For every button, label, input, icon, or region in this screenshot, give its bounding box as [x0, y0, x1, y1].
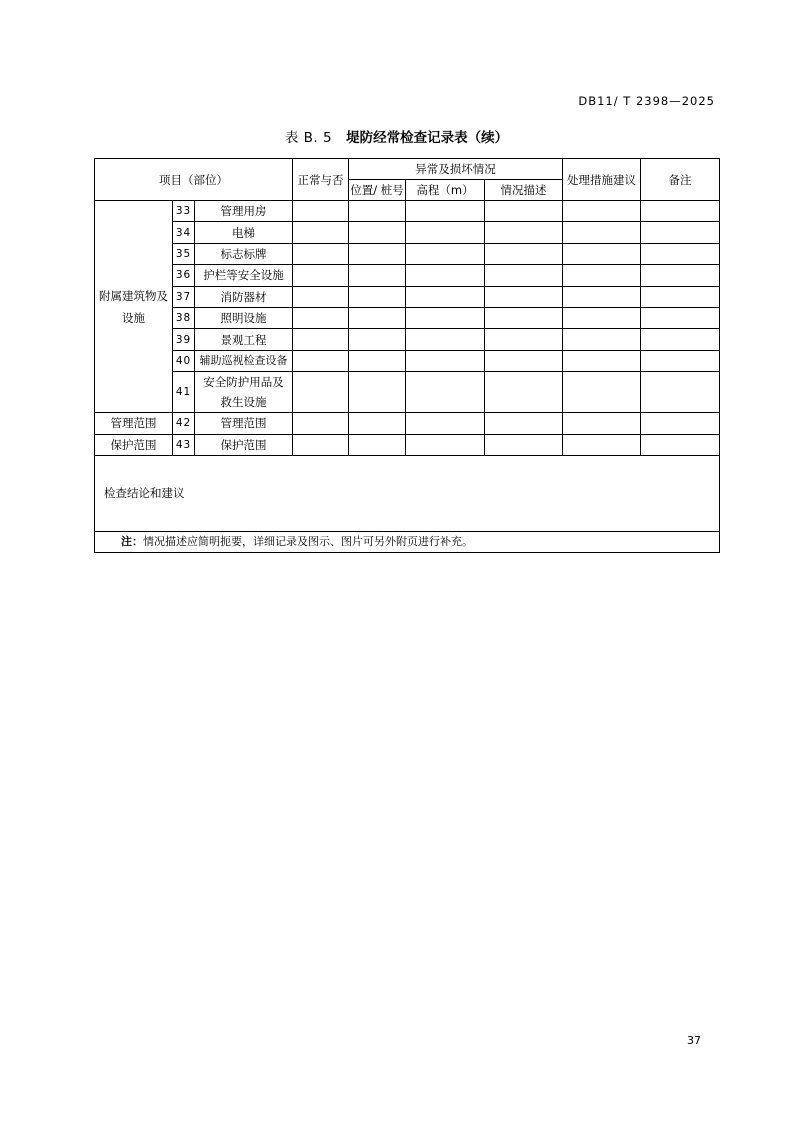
standard-code: DB11/ T 2398—2025 — [578, 94, 715, 108]
cell-remarks[interactable] — [641, 286, 720, 307]
table-row — [95, 201, 720, 222]
table-row — [95, 434, 720, 455]
table-row — [95, 372, 720, 413]
cell-elevation[interactable] — [406, 265, 485, 286]
cell-remarks[interactable] — [641, 350, 720, 371]
table-row — [95, 286, 720, 307]
conclusion-row — [95, 455, 720, 531]
cell-measures[interactable] — [563, 243, 641, 264]
row-item-name: 消防器材 — [195, 286, 293, 307]
cell-normal[interactable] — [293, 222, 349, 243]
note-text: 情况描述应简明扼要，详细记录及图示、图片可另外附页进行补充。 — [143, 534, 473, 548]
cell-description[interactable] — [485, 307, 563, 328]
row-number: 33 — [173, 201, 195, 222]
cell-elevation[interactable] — [406, 243, 485, 264]
cell-remarks[interactable] — [641, 413, 720, 434]
header-position: 位置/ 桩号 — [349, 180, 406, 201]
conclusion-label: 检查结论和建议 — [104, 486, 185, 501]
row-number: 37 — [173, 286, 195, 307]
cell-measures[interactable] — [563, 329, 641, 350]
cell-normal[interactable] — [293, 372, 349, 413]
table-title — [0, 126, 793, 146]
cell-normal[interactable] — [293, 265, 349, 286]
group-management: 管理范围 — [95, 413, 173, 434]
cell-position[interactable] — [349, 329, 406, 350]
page-number: 37 — [687, 1034, 701, 1047]
row-item-name: 安全防护用品及救生设施 — [195, 372, 293, 413]
row-number: 41 — [173, 372, 195, 413]
cell-position[interactable] — [349, 307, 406, 328]
inspection-record-table — [94, 158, 720, 553]
cell-normal[interactable] — [293, 286, 349, 307]
group-protection: 保护范围 — [95, 434, 173, 455]
header-row — [95, 159, 720, 180]
cell-remarks[interactable] — [641, 201, 720, 222]
cell-elevation[interactable] — [406, 329, 485, 350]
cell-description[interactable] — [485, 265, 563, 286]
table-number: 表 B. 5 — [284, 130, 333, 146]
cell-description[interactable] — [485, 201, 563, 222]
cell-measures[interactable] — [563, 413, 641, 434]
cell-remarks[interactable] — [641, 329, 720, 350]
cell-measures[interactable] — [563, 265, 641, 286]
note-label: 注： — [121, 534, 143, 548]
header-remarks: 备注 — [641, 159, 720, 201]
row-item-name: 照明设施 — [195, 307, 293, 328]
header-description: 情况描述 — [485, 180, 563, 201]
row-item-name: 景观工程 — [195, 329, 293, 350]
cell-normal[interactable] — [293, 329, 349, 350]
cell-elevation[interactable] — [406, 201, 485, 222]
cell-normal[interactable] — [293, 201, 349, 222]
table-caption: 堤防经常检查记录表（续） — [346, 130, 509, 146]
row-item-name: 保护范围 — [195, 434, 293, 455]
cell-measures[interactable] — [563, 350, 641, 371]
header-normal: 正常与否 — [293, 159, 349, 201]
row-item-name: 护栏等安全设施 — [195, 265, 293, 286]
conclusion-cell[interactable] — [95, 455, 720, 531]
cell-position[interactable] — [349, 372, 406, 413]
cell-position[interactable] — [349, 201, 406, 222]
row-number: 40 — [173, 350, 195, 371]
row-number: 36 — [173, 265, 195, 286]
row-number: 38 — [173, 307, 195, 328]
cell-description[interactable] — [485, 286, 563, 307]
cell-position[interactable] — [349, 265, 406, 286]
cell-normal[interactable] — [293, 413, 349, 434]
group-attached: 附属建筑物及设施 — [95, 201, 173, 413]
header-item: 项目（部位） — [95, 159, 293, 201]
row-item-name: 电梯 — [195, 222, 293, 243]
cell-remarks[interactable] — [641, 222, 720, 243]
header-elevation: 高程（m） — [406, 180, 485, 201]
cell-measures[interactable] — [563, 434, 641, 455]
cell-remarks[interactable] — [641, 243, 720, 264]
table-row — [95, 307, 720, 328]
cell-position[interactable] — [349, 350, 406, 371]
table-row — [95, 413, 720, 434]
cell-measures[interactable] — [563, 222, 641, 243]
cell-description[interactable] — [485, 243, 563, 264]
table-row — [95, 350, 720, 371]
cell-normal[interactable] — [293, 243, 349, 264]
cell-description[interactable] — [485, 434, 563, 455]
cell-description[interactable] — [485, 222, 563, 243]
cell-elevation[interactable] — [406, 372, 485, 413]
note-row — [95, 531, 720, 552]
cell-elevation[interactable] — [406, 350, 485, 371]
row-number: 42 — [173, 413, 195, 434]
cell-position[interactable] — [349, 286, 406, 307]
row-item-name: 管理范围 — [195, 413, 293, 434]
cell-measures[interactable] — [563, 307, 641, 328]
cell-elevation[interactable] — [406, 222, 485, 243]
cell-position[interactable] — [349, 434, 406, 455]
cell-elevation[interactable] — [406, 286, 485, 307]
table-row — [95, 243, 720, 264]
cell-description[interactable] — [485, 372, 563, 413]
header-measures: 处理措施建议 — [563, 159, 641, 201]
cell-position[interactable] — [349, 243, 406, 264]
cell-description[interactable] — [485, 350, 563, 371]
cell-position[interactable] — [349, 413, 406, 434]
row-number: 39 — [173, 329, 195, 350]
table-row — [95, 265, 720, 286]
row-item-name: 标志标牌 — [195, 243, 293, 264]
cell-remarks[interactable] — [641, 307, 720, 328]
cell-measures[interactable] — [563, 372, 641, 413]
cell-normal[interactable] — [293, 350, 349, 371]
cell-measures[interactable] — [563, 201, 641, 222]
cell-description[interactable] — [485, 329, 563, 350]
cell-remarks[interactable] — [641, 372, 720, 413]
cell-description[interactable] — [485, 413, 563, 434]
cell-measures[interactable] — [563, 286, 641, 307]
table-row — [95, 329, 720, 350]
cell-normal[interactable] — [293, 307, 349, 328]
cell-position[interactable] — [349, 222, 406, 243]
row-number: 43 — [173, 434, 195, 455]
cell-elevation[interactable] — [406, 307, 485, 328]
table-row — [95, 222, 720, 243]
cell-elevation[interactable] — [406, 413, 485, 434]
cell-remarks[interactable] — [641, 434, 720, 455]
row-number: 34 — [173, 222, 195, 243]
cell-elevation[interactable] — [406, 434, 485, 455]
cell-remarks[interactable] — [641, 265, 720, 286]
header-abnormal: 异常及损坏情况 — [349, 159, 563, 180]
cell-normal[interactable] — [293, 434, 349, 455]
row-number: 35 — [173, 243, 195, 264]
row-item-name: 管理用房 — [195, 201, 293, 222]
note-cell — [95, 531, 720, 552]
row-item-name: 辅助巡视检查设备 — [195, 350, 293, 371]
